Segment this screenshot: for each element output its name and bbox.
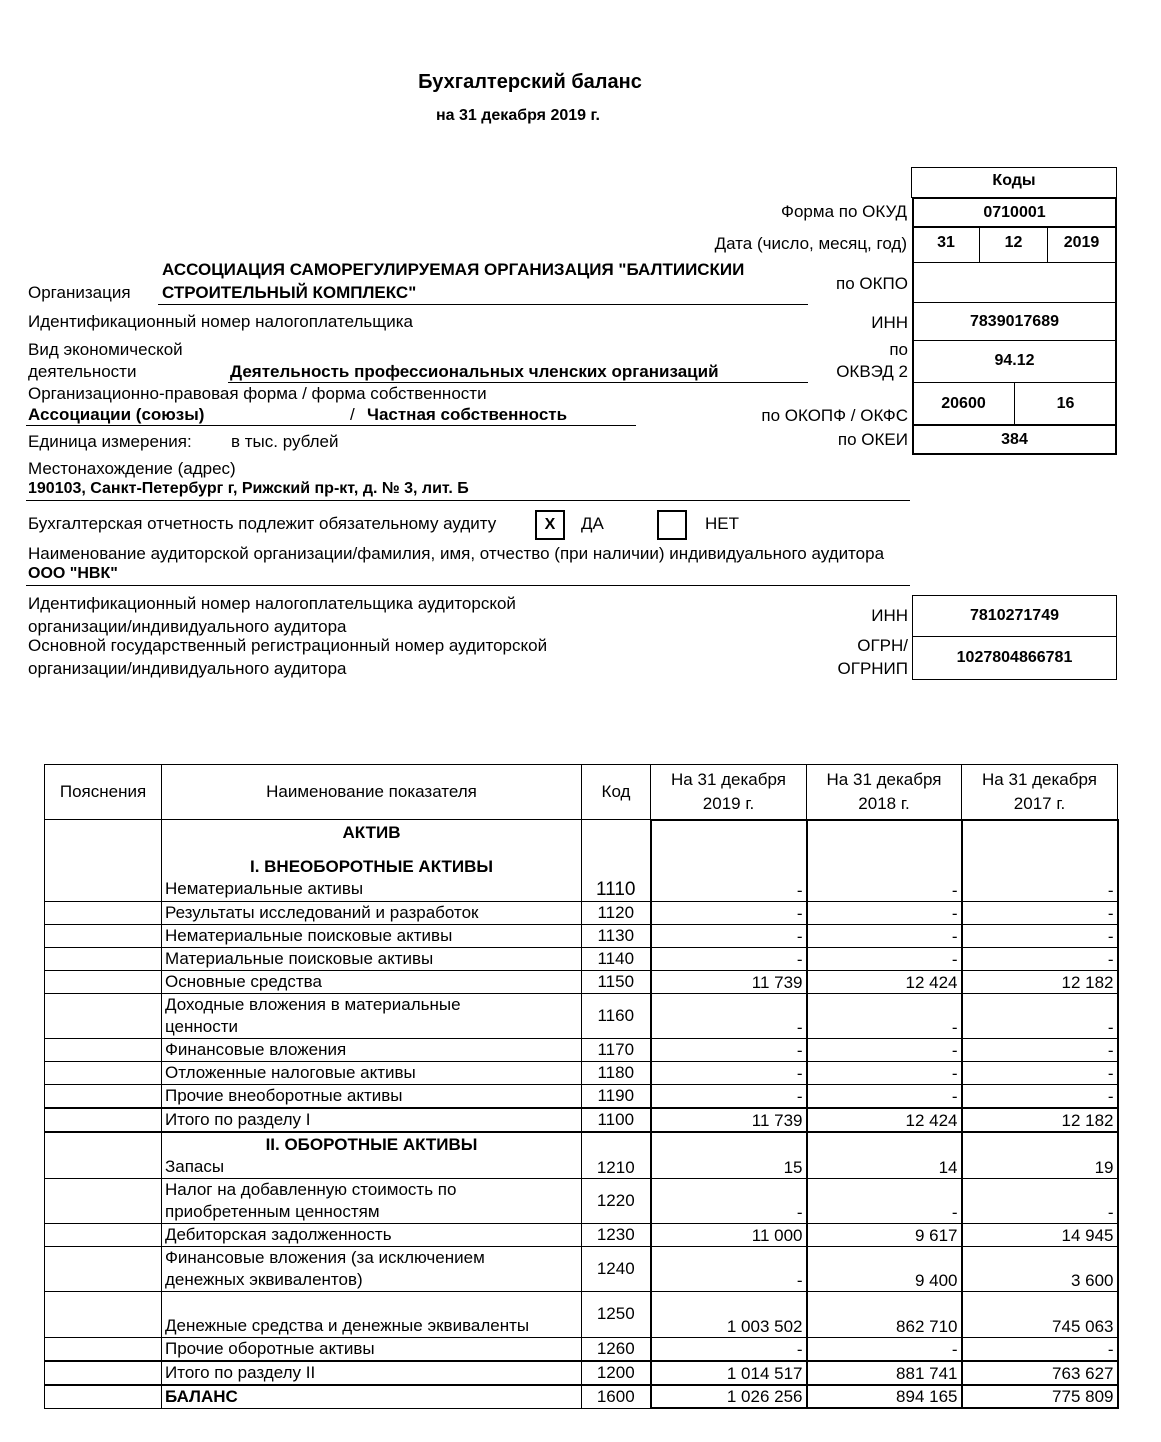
notes-cell xyxy=(45,1246,162,1291)
org-name-line1: АССОЦИАЦИЯ САМОРЕГУЛИРУЕМАЯ ОРГАНИЗАЦИЯ "БАЛТИИСКИИ xyxy=(162,260,745,279)
unit-value: в тыс. рублей xyxy=(231,432,339,451)
name-cell xyxy=(162,1132,582,1178)
value-2017: - xyxy=(962,902,1118,925)
inn-label: ИНН xyxy=(871,313,908,332)
value-2017: - xyxy=(962,1178,1118,1223)
code-cell: 1170 xyxy=(582,1039,651,1062)
table-row xyxy=(45,902,1118,925)
auditor-inn-label-1: Идентификационный номер налогоплательщика аудиторской xyxy=(28,594,516,613)
inn-value: 7839017689 xyxy=(913,303,1116,341)
value-2017: - xyxy=(962,925,1118,948)
table-row-total-2 xyxy=(45,1361,1118,1385)
audit-no-label: НЕТ xyxy=(705,514,739,533)
value-2018: 12 424 xyxy=(807,971,962,994)
col-2018-line2: 2018 г. xyxy=(858,793,910,813)
okpo-label: по ОКПО xyxy=(836,274,908,293)
value-2017: 775 809 xyxy=(962,1385,1118,1409)
row-name: Нематериальные активы xyxy=(165,879,364,898)
value-2019: 1 014 517 xyxy=(651,1361,807,1385)
row-name: Результаты исследований и разработок xyxy=(162,902,582,925)
okei-value: 384 xyxy=(1001,431,1028,448)
name-cell xyxy=(162,1246,582,1291)
notes-cell xyxy=(45,1039,162,1062)
value-2019: - xyxy=(651,1337,807,1361)
okved-value: 94.12 xyxy=(913,341,1116,383)
auditor-inn-label-2: организации/индивидуального аудитора xyxy=(28,617,347,636)
address-underline xyxy=(26,500,910,501)
code-cell: 1600 xyxy=(582,1385,651,1409)
value-2019: - xyxy=(651,925,807,948)
okopf-value: 20600 xyxy=(913,383,1015,426)
date-year: 2019 xyxy=(1048,228,1115,263)
row-name: Дебиторская задолженность xyxy=(162,1223,582,1246)
table-row-total-1 xyxy=(45,1108,1118,1132)
value-2018: 14 xyxy=(807,1132,962,1178)
code-cell: 1200 xyxy=(582,1361,651,1385)
code-cell: 1160 xyxy=(582,994,651,1039)
value-2019: - xyxy=(651,948,807,971)
row-name: Основные средства xyxy=(162,971,582,994)
value-2019: 11 739 xyxy=(651,1108,807,1132)
value-2019: 1 026 256 xyxy=(651,1385,807,1409)
notes-cell xyxy=(45,1085,162,1109)
table-row xyxy=(45,1291,1118,1337)
document-date: на 31 декабря 2019 г. xyxy=(436,107,600,124)
section-assets: АКТИВ xyxy=(342,823,401,842)
okei-label: по ОКЕИ xyxy=(837,430,908,449)
auditor-ogrn-code-label-1: ОГРН/ xyxy=(857,636,908,655)
value-2018: 881 741 xyxy=(807,1361,962,1385)
value-2017: 12 182 xyxy=(962,1108,1118,1132)
notes-cell xyxy=(45,1178,162,1223)
code-cell: 1260 xyxy=(582,1337,651,1361)
row-name-line1: Налог на добавленную стоимость по xyxy=(165,1179,457,1199)
col-2019-line2: 2019 г. xyxy=(702,793,755,813)
value-2017: 12 182 xyxy=(962,971,1118,994)
auditor-inn-code-label: ИНН xyxy=(871,606,908,625)
code-cell: 1230 xyxy=(582,1223,651,1246)
notes-cell xyxy=(45,1132,162,1178)
col-2017 xyxy=(962,765,1118,820)
code-cell: 1250 xyxy=(582,1291,651,1337)
auditor-ogrn-label-2: организации/индивидуального аудитора xyxy=(28,659,347,678)
okud-value: 0710001 xyxy=(913,199,1116,228)
table-row xyxy=(45,1246,1118,1291)
activity-label-1: Вид экономической xyxy=(28,340,183,359)
okved-label-1: по xyxy=(889,340,908,359)
value-2017: - xyxy=(962,994,1118,1039)
value-2018: - xyxy=(807,1085,962,1109)
value-2018: 9 617 xyxy=(807,1223,962,1246)
audit-no-checkbox[interactable] xyxy=(657,510,687,540)
table-header-row xyxy=(45,765,1118,820)
code-cell: 1190 xyxy=(582,1085,651,1109)
notes-cell xyxy=(45,1385,162,1409)
code-cell: 1110 xyxy=(582,820,651,902)
document-title: Бухгалтерский баланс xyxy=(418,71,642,93)
row-name: Финансовые вложения xyxy=(162,1039,582,1062)
row-name-line1: Доходные вложения в материальные xyxy=(165,995,461,1014)
col-2017-line2: 2017 г. xyxy=(1013,793,1066,813)
value-2017: 14 945 xyxy=(962,1223,1118,1246)
okpo-value xyxy=(913,263,1116,303)
value-2018: - xyxy=(807,1062,962,1085)
code-cell: 1220 xyxy=(582,1178,651,1223)
code-cell: 1150 xyxy=(582,971,651,994)
value-2017: - xyxy=(962,1039,1118,1062)
row-name-line2: ценности xyxy=(165,1017,239,1036)
row-name: БАЛАНС xyxy=(162,1385,582,1409)
code-cell: 1210 xyxy=(582,1132,651,1178)
value-2019: - xyxy=(651,1246,807,1291)
value-2017: 19 xyxy=(962,1132,1118,1178)
value-2019: - xyxy=(651,1085,807,1109)
ownership-value: Частная собственность xyxy=(367,405,568,424)
value-2018: - xyxy=(807,820,962,902)
audit-question: Бухгалтерская отчетность подлежит обязательному аудиту xyxy=(28,514,497,533)
notes-cell xyxy=(45,820,162,902)
okud-label: Форма по ОКУД xyxy=(781,202,907,221)
address-label: Местонахождение (адрес) xyxy=(28,459,236,478)
value-2018: 12 424 xyxy=(807,1108,962,1132)
codes-header-cell xyxy=(911,167,1117,198)
col-2017-line1: На 31 декабря xyxy=(982,769,1097,789)
row-name-line2: денежных эквивалентов) xyxy=(165,1269,363,1289)
value-2017: 3 600 xyxy=(962,1246,1118,1291)
table-row xyxy=(45,1085,1118,1109)
legal-form-underline xyxy=(26,425,636,426)
value-2018: - xyxy=(807,1039,962,1062)
table-row xyxy=(45,1223,1118,1246)
code-cell: 1100 xyxy=(582,1108,651,1132)
activity-value: Деятельность профессиональных членских организаций xyxy=(230,362,719,381)
value-2017: - xyxy=(962,1085,1118,1109)
auditor-ogrn-label-1: Основной государственный регистрационный номер аудиторской xyxy=(28,636,548,655)
value-2017: - xyxy=(962,1062,1118,1085)
value-2017: 763 627 xyxy=(962,1361,1118,1385)
table-row xyxy=(45,1062,1118,1085)
value-2019: - xyxy=(651,820,807,902)
notes-cell xyxy=(45,948,162,971)
value-2019: 1 003 502 xyxy=(651,1291,807,1337)
date-label: Дата (число, месяц, год) xyxy=(714,234,907,253)
code-cell: 1120 xyxy=(582,902,651,925)
table-row xyxy=(45,820,1118,902)
col-notes: Пояснения xyxy=(45,765,162,820)
col-2018-line1: На 31 декабря xyxy=(826,769,942,789)
code-cell: 1240 xyxy=(582,1246,651,1291)
value-2019: 11 000 xyxy=(651,1223,807,1246)
taxpayer-id-label: Идентификационный номер налогоплательщика xyxy=(28,312,413,331)
value-2018: 862 710 xyxy=(807,1291,962,1337)
row-name: Нематериальные поисковые активы xyxy=(162,925,582,948)
name-cell xyxy=(162,1178,582,1223)
value-2018: - xyxy=(807,925,962,948)
value-2019: - xyxy=(651,1062,807,1085)
row-name-line1: Финансовые вложения (за исключением xyxy=(165,1247,485,1267)
col-2018 xyxy=(807,765,962,820)
notes-cell xyxy=(45,925,162,948)
value-2018: - xyxy=(807,948,962,971)
okved-label-2: ОКВЭД 2 xyxy=(836,362,908,381)
row-name: Прочие внеоборотные активы xyxy=(162,1085,582,1109)
col-2019 xyxy=(651,765,807,820)
balance-table xyxy=(44,764,1119,1409)
name-cell xyxy=(162,994,582,1039)
table-row xyxy=(45,1132,1118,1178)
value-2017: - xyxy=(962,948,1118,971)
value-2019: - xyxy=(651,902,807,925)
value-2017: - xyxy=(962,1337,1118,1361)
value-2019: - xyxy=(651,1178,807,1223)
auditor-underline xyxy=(26,585,910,586)
section-2-title: II. ОБОРОТНЫЕ АКТИВЫ xyxy=(265,1134,478,1154)
value-2019: 11 739 xyxy=(651,971,807,994)
notes-cell xyxy=(45,971,162,994)
notes-cell xyxy=(45,1291,162,1337)
value-2018: - xyxy=(807,994,962,1039)
col-name: Наименование показателя xyxy=(162,765,582,820)
value-2018: 894 165 xyxy=(807,1385,962,1409)
notes-cell xyxy=(45,1223,162,1246)
auditor-label: Наименование аудиторской организации/фамилия, имя, отчество (при наличии) индивидуального аудитора xyxy=(28,544,885,563)
row-name: Итого по разделу II xyxy=(162,1361,582,1385)
unit-label: Единица измерения: xyxy=(28,432,192,451)
org-name-line2: СТРОИТЕЛЬНЫЙ КОМПЛЕКС" xyxy=(162,283,417,302)
value-2018: 9 400 xyxy=(807,1246,962,1291)
row-name: Прочие оборотные активы xyxy=(162,1337,582,1361)
table-row xyxy=(45,1337,1118,1361)
row-name: Итого по разделу I xyxy=(162,1108,582,1132)
row-name: Материальные поисковые активы xyxy=(162,948,582,971)
col-2019-line1: На 31 декабря xyxy=(671,769,786,789)
row-name: Отложенные налоговые активы xyxy=(162,1062,582,1085)
notes-cell xyxy=(45,1361,162,1385)
value-2017: 745 063 xyxy=(962,1291,1118,1337)
value-2019: - xyxy=(651,994,807,1039)
legal-form-value: Ассоциации (союзы) xyxy=(28,405,205,424)
codes-header: Коды xyxy=(992,172,1036,189)
row-name-line2: приобретенным ценностям xyxy=(165,1201,380,1221)
code-cell: 1140 xyxy=(582,948,651,971)
code-cell: 1130 xyxy=(582,925,651,948)
notes-cell xyxy=(45,902,162,925)
notes-cell xyxy=(45,994,162,1039)
table-row xyxy=(45,994,1118,1039)
activity-label-2: деятельности xyxy=(28,362,137,381)
table-row xyxy=(45,1039,1118,1062)
table-row xyxy=(45,948,1118,971)
row-name: Денежные средства и денежные эквиваленты xyxy=(162,1291,582,1337)
value-2018: - xyxy=(807,1337,962,1361)
table-row xyxy=(45,1178,1118,1223)
auditor-inn-value: 7810271749 xyxy=(913,596,1116,637)
value-2019: - xyxy=(651,1039,807,1062)
table-row xyxy=(45,925,1118,948)
auditor-ogrn-code-label-2: ОГРНИП xyxy=(837,659,908,678)
activity-underline xyxy=(228,382,808,383)
date-month: 12 xyxy=(980,228,1048,263)
value-2019: 15 xyxy=(651,1132,807,1178)
row-name: Запасы xyxy=(165,1156,225,1176)
org-label: Организация xyxy=(28,283,131,302)
org-underline xyxy=(158,304,808,305)
auditor-ogrn-value: 1027804866781 xyxy=(956,649,1073,666)
code-cell: 1180 xyxy=(582,1062,651,1085)
date-day: 31 xyxy=(913,228,980,263)
okfs-value: 16 xyxy=(1015,383,1116,426)
value-2018: - xyxy=(807,1178,962,1223)
legal-form-label: Организационно-правовая форма / форма собственности xyxy=(28,384,487,403)
legal-form-slash: / xyxy=(350,405,355,424)
audit-yes-checkbox[interactable]: X xyxy=(535,510,565,540)
notes-cell xyxy=(45,1062,162,1085)
notes-cell xyxy=(45,1337,162,1361)
notes-cell xyxy=(45,1108,162,1132)
section-1-title: I. ВНЕОБОРОТНЫЕ АКТИВЫ xyxy=(249,857,494,876)
auditor-name: ООО "НВК" xyxy=(28,565,118,582)
value-2018: - xyxy=(807,902,962,925)
name-cell xyxy=(162,820,582,902)
address-value: 190103, Санкт-Петербург г, Рижский пр-кт, д. № 3, лит. Б xyxy=(28,480,469,497)
table-row-balance xyxy=(45,1385,1118,1409)
value-2017: - xyxy=(962,820,1118,902)
table-row xyxy=(45,971,1118,994)
okopf-label: по ОКОПФ / ОКФС xyxy=(761,406,908,425)
col-code: Код xyxy=(582,765,651,820)
audit-yes-label: ДА xyxy=(581,514,604,533)
